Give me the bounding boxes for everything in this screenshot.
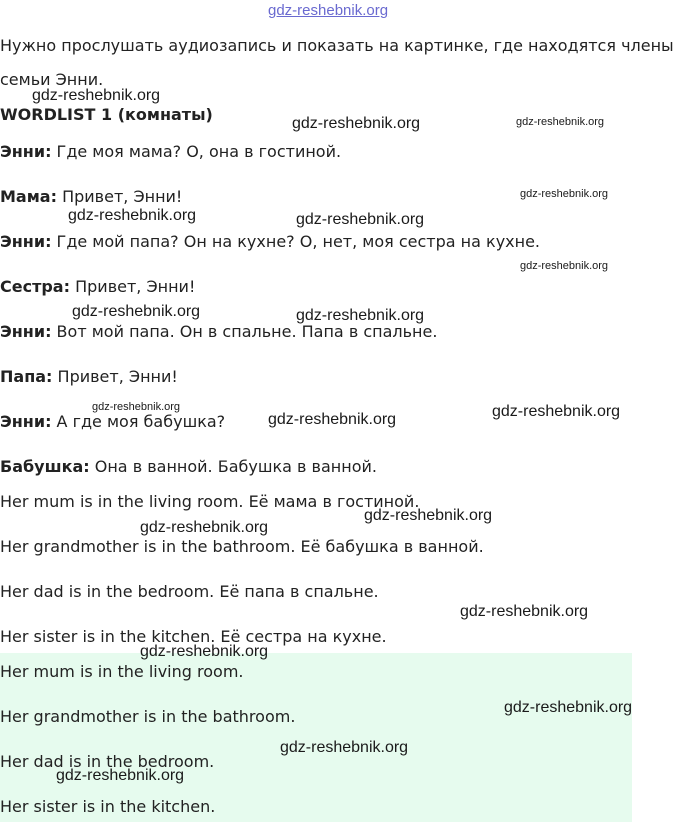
watermark: gdz-reshebnik.org: [268, 411, 397, 428]
watermark: gdz-reshebnik.org: [504, 699, 633, 716]
speaker-name: Мама: [0, 187, 51, 206]
dialogue-line: Энни: Где моя мама? О, она в гостиной.: [0, 142, 342, 161]
speaker-text: Где моя мама? О, она в гостиной.: [51, 142, 342, 161]
dialogue-line: Энни: Вот мой папа. Он в спальне. Папа в спальне.: [0, 322, 438, 341]
answer-line: Her dad is in the bedroom.: [0, 752, 215, 771]
watermark: gdz-reshebnik.org: [140, 643, 269, 660]
speaker-text: Привет, Энни!: [70, 277, 196, 296]
watermark: gdz-reshebnik.org: [72, 303, 201, 320]
answer-line: Her mum is in the living room.: [0, 662, 244, 681]
watermark: gdz-reshebnik.org: [92, 401, 181, 413]
watermark: gdz-reshebnik.org: [520, 260, 609, 272]
watermark: gdz-reshebnik.org: [296, 211, 425, 228]
dialogue-line: Папа: Привет, Энни!: [0, 367, 178, 386]
watermark: gdz-reshebnik.org: [32, 87, 161, 104]
dialogue-line: Сестра: Привет, Энни!: [0, 277, 196, 296]
watermark: gdz-reshebnik.org: [364, 507, 493, 524]
speaker-name: Энни: [0, 142, 46, 161]
watermark: gdz-reshebnik.org: [520, 188, 609, 200]
watermark: gdz-reshebnik.org: [56, 767, 185, 784]
watermark: gdz-reshebnik.org: [516, 116, 605, 128]
translation-line: Her grandmother is in the bathroom. Её бабушка в ванной.: [0, 537, 484, 556]
watermark: gdz-reshebnik.org: [68, 207, 197, 224]
watermark: gdz-reshebnik.org: [140, 519, 269, 536]
speaker-name: Энни: [0, 412, 46, 431]
watermark: gdz-reshebnik.org: [492, 403, 621, 420]
watermark-top[interactable]: gdz-reshebnik.org: [268, 2, 389, 19]
watermark: gdz-reshebnik.org: [280, 739, 409, 756]
translation-line: Her sister is in the kitchen. Её сестра на кухне.: [0, 627, 387, 646]
watermark: gdz-reshebnik.org: [292, 115, 421, 132]
dialogue-line: Мама: Привет, Энни!: [0, 187, 183, 206]
speaker-name: Энни: [0, 232, 46, 251]
section-heading: WORDLIST 1 (комнаты): [0, 105, 213, 124]
dialogue-line: Энни: А где моя бабушка?: [0, 412, 226, 431]
translation-line: Her mum is in the living room. Её мама в гостиной.: [0, 492, 420, 511]
translation-line: Her dad is in the bedroom. Её папа в спальне.: [0, 582, 379, 601]
intro-text-line-1: Нужно прослушать аудиозапись и показать на картинке, где находятся члены: [0, 36, 674, 55]
speaker-text: Где мой папа? Он на кухне? О, нет, моя сестра на кухне.: [51, 232, 541, 251]
speaker-name: Сестра: [0, 277, 64, 296]
speaker-name: Папа: [0, 367, 47, 386]
watermark: gdz-reshebnik.org: [460, 603, 589, 620]
intro-text-line-2: семьи Энни.: [0, 70, 104, 89]
speaker-name: Энни: [0, 322, 46, 341]
speaker-text: Привет, Энни!: [57, 187, 183, 206]
dialogue-line: Бабушка: Она в ванной. Бабушка в ванной.: [0, 457, 377, 476]
answer-line: Her grandmother is in the bathroom.: [0, 707, 296, 726]
speaker-text: А где моя бабушка?: [51, 412, 226, 431]
speaker-name: Бабушка: [0, 457, 84, 476]
dialogue-line: Энни: Где мой папа? Он на кухне? О, нет, моя сестра на кухне.: [0, 232, 541, 251]
answer-line: Her sister is in the kitchen.: [0, 797, 216, 816]
speaker-text: Вот мой папа. Он в спальне. Папа в спальне.: [51, 322, 438, 341]
speaker-text: Привет, Энни!: [52, 367, 178, 386]
watermark: gdz-reshebnik.org: [296, 307, 425, 324]
speaker-text: Она в ванной. Бабушка в ванной.: [89, 457, 377, 476]
